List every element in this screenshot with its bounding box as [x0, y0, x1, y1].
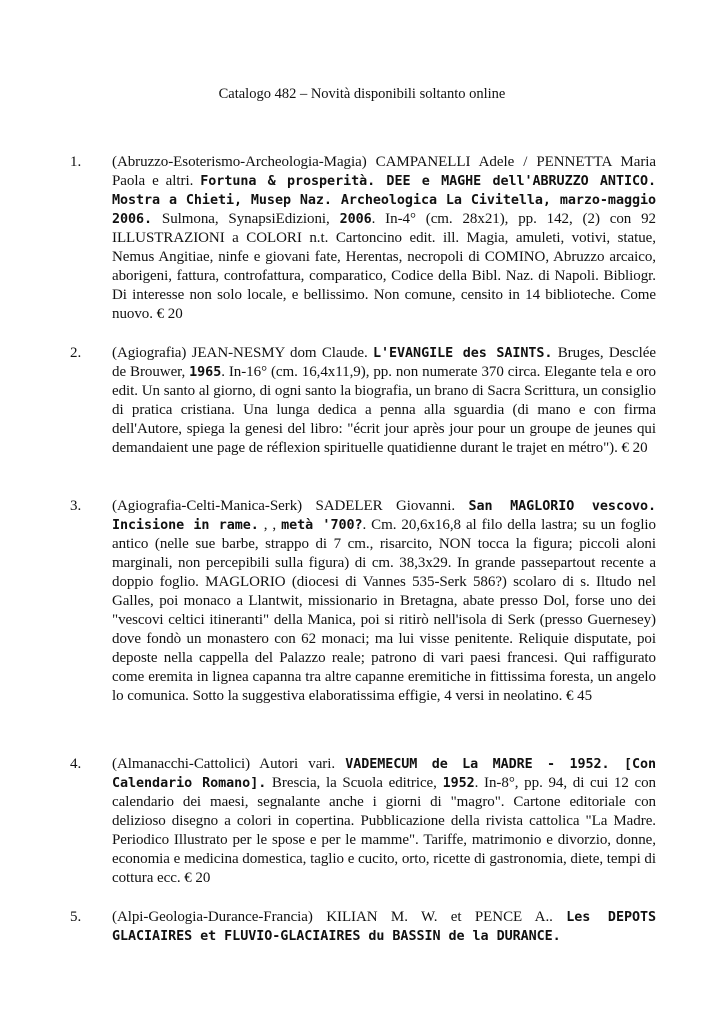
page-title: Catalogo 482 – Novità disponibili soltanto online	[218, 86, 506, 102]
catalog-entry	[70, 153, 656, 324]
entry-text	[112, 153, 656, 324]
entry-text	[112, 344, 656, 458]
catalog-entry	[70, 755, 656, 888]
entry-description: . Cm. 20,6x16,8 al filo della lastra; su un foglio antico (nelle sue barbe, strappo di 7 cm., risarcito, NON tocca la figura; piccoli aloni marginali, non percepibili sulla figura) di cm. 38,3x29. In grande passepartout recente a doppio foglio. MAGLORIO (diocesi di Vannes 535-Serk 586?) scolaro di s. Iltudo nel Galles, poi monaco a Llantwit, missionario in Bretagna, abate presso Dol, forse uno dei "vescovi celtici itineranti" della Manica, poi si ritirò nell'isola di Serk (presso Guernesey) dove fondò un monastero con 62 monaci; ma lui visse penitente. Reliquie disputate, poi deposte nella cappella del Palazzo reale; patrono di vari paesi francesi. Qui raffigurato come eremita in lignea capanna tra altre capanne eremitiche in fittissima foresta, un angelo lo comunica. Sotto la suggestiva elaboratissima effigie, 4 versi in neolatino. € 45	[112, 517, 657, 704]
entry-number: 2.	[70, 345, 82, 361]
entry-lead: (Almanacchi-Cattolici) Autori vari.	[112, 756, 346, 772]
entry-year: metà '700?	[281, 518, 363, 533]
entry-title: Les DEPOTS GLACIAIRES et FLUVIO-GLACIAIRES du BASSIN de la DURANCE.	[112, 910, 656, 944]
entry-publisher: Bruges, Desclée de Brouwer,	[112, 345, 656, 380]
entry-title: San MAGLORIO vescovo. Incisione in rame.	[112, 499, 656, 533]
entry-title: VADEMECUM de La MADRE - 1952. [Con Calendario Romano].	[112, 757, 657, 791]
entry-year: 1965	[189, 365, 222, 380]
entry-lead: (Abruzzo-Esoterismo-Archeologia-Magia) CAMPANELLI Adele / PENNETTA Maria Paola e altri.	[112, 154, 656, 189]
entry-number: 4.	[70, 756, 82, 772]
entry-lead: (Agiografia-Celti-Manica-Serk) SADELER Giovanni.	[112, 498, 469, 514]
entry-description: . In-16° (cm. 16,4x11,9), pp. non numerate 370 circa. Elegante tela e oro edit. Un santo al giorno, di ogni santo la biografia, un brano di Sacra Scrittura, un consiglio di pratica cristiana. Una lunga dedica a penna alla sguardia (di mano e con firma dell'Autore, spiega la genesi del libro: "écrit jour après jour pour un groupe de jeunes qui demandaient une page de réflexion spirituelle quatidienne durant le trajet en métro"). € 20	[112, 364, 656, 456]
catalog-entry	[70, 344, 656, 458]
entry-number: 5.	[70, 909, 82, 925]
entry-text	[112, 497, 656, 706]
entry-publisher: Brescia, la Scuola editrice,	[266, 775, 443, 791]
entry-number: 3.	[70, 498, 82, 514]
catalog-entry	[70, 497, 656, 706]
entry-title: Fortuna & prosperità. DEE e MAGHE dell'ABRUZZO ANTICO. Mostra a Chieti, Musep Naz. Archeologica La Civitella, marzo-maggio 2006.	[112, 174, 656, 227]
catalog-entry	[70, 908, 656, 946]
entry-lead: (Agiografia) JEAN-NESMY dom Claude.	[112, 345, 373, 361]
entry-title: L'EVANGILE des SAINTS.	[373, 346, 553, 361]
entry-publisher: , ,	[258, 517, 282, 533]
entry-text	[112, 908, 656, 946]
entry-lead: (Alpi-Geologia-Durance-Francia) KILIAN M. W. et PENCE A..	[112, 909, 567, 925]
entry-description: . In-8°, pp. 94, di cui 12 con calendario dei maesi, segnalante anche i giorni di "magro". Cartone editoriale con delizioso disegno a colori in copertina. Pubblicazione della rivista cattolica "La Madre. Periodico Illustrato per le spose e per le mamme". Tariffe, matrimonio e divorzio, donne, economia e medicina domestica, taglio e cucito, orto, ricette di gastronomia, diete, tempi di cottura ecc. € 20	[112, 775, 657, 886]
entry-year: 1952	[442, 776, 475, 791]
entry-description: . In-4° (cm. 28x21), pp. 142, (2) con 92 ILLUSTRAZIONI a COLORI n.t. Cartoncino edit. ill. Magia, amuleti, votivi, statue, Nemus Angitiae, ninfe e giovani fate, Herentas, necropoli di COMINO, Abruzzo arcaico, aborigeni, fattura, controfattura, comparatico, Codice della Bibl. Naz. di Napoli. Bibliogr. Di interesse non solo locale, e bellissimo. Non comune, censito in 14 biblioteche. Come nuovo. € 20	[112, 211, 656, 322]
entry-text	[112, 755, 656, 888]
entry-number: 1.	[70, 154, 82, 170]
entry-year: 2006	[339, 212, 372, 227]
entry-publisher: Sulmona, SynapsiEdizioni,	[152, 211, 340, 227]
